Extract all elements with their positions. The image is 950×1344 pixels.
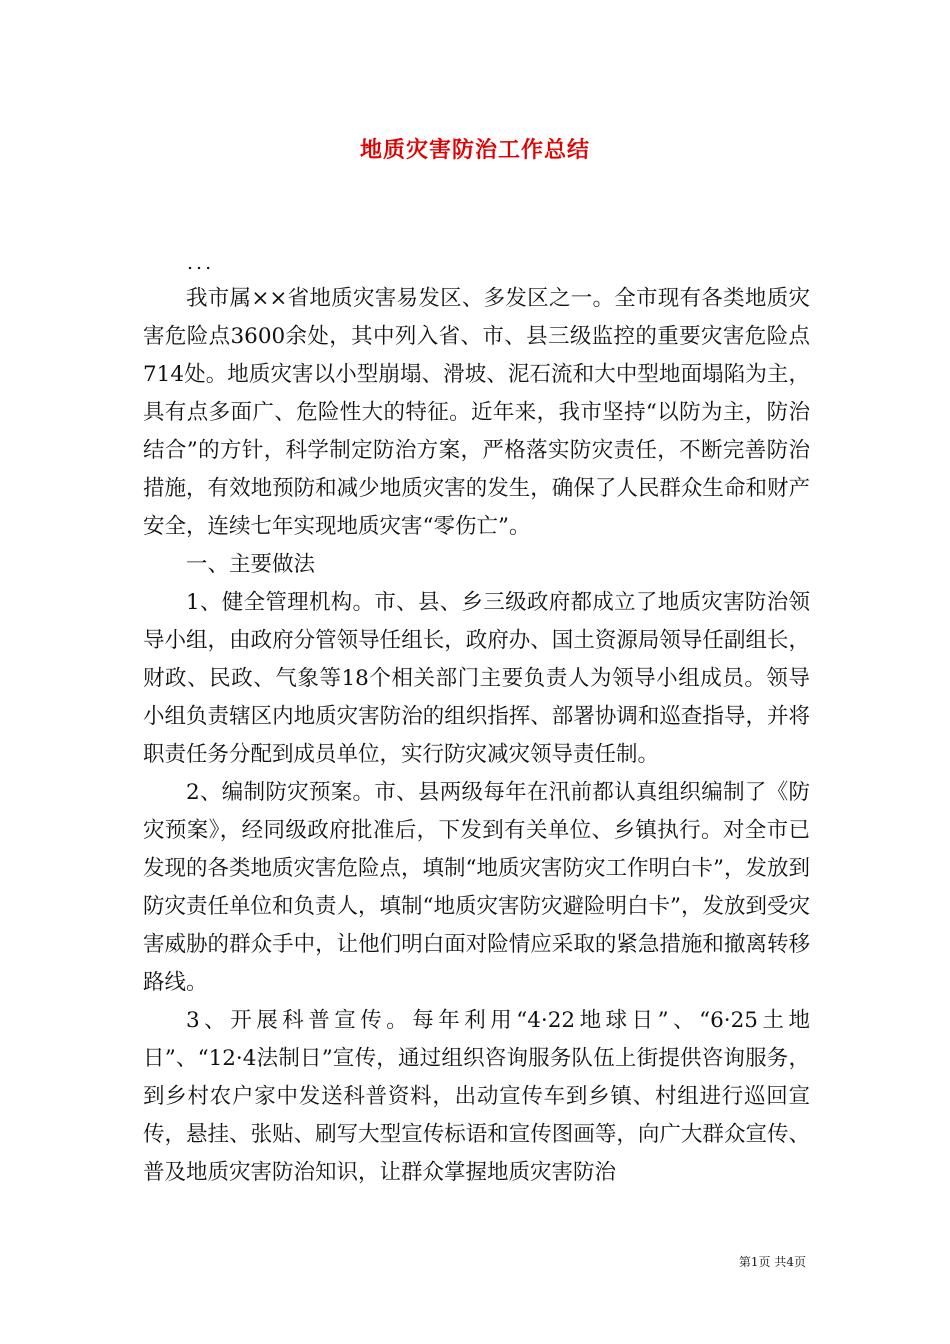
- document-body: [143, 280, 810, 1192]
- section-heading: 一、主要做法: [186, 552, 316, 577]
- ellipsis-marker: ...: [187, 252, 215, 274]
- page-number: 第1页 共4页: [738, 1255, 806, 1269]
- paragraph-intro: 我市属××省地质灾害易发区、多发区之一。全市现有各类地质灾害危险点3600余处，其中列入省、市、县三级监控的重要灾害危险点714处。地质灾害以小型崩塌、滑坡、泥石流和大中型地面塌陷为主，具有点多面广、危险性大的特征。近年来，我市坚持“以防为主，防治结合”的方针，科学制定防治方案，严格落实防灾责任，不断完善防治措施，有效地预防和减少地质灾害的发生，确保了人民群众生命和财产安全，连续七年实现地质灾害“零伤亡”。: [143, 286, 810, 539]
- paragraph-item-1: 1、健全管理机构。市、县、乡三级政府都成立了地质灾害防治领导小组，由政府分管领导任组长，政府办、国土资源局领导任副组长，财政、民政、气象等18个相关部门主要负责人为领导小组成员。领导小组负责辖区内地质灾害防治的组织指挥、部署协调和巡查指导，并将职责任务分配到成员单位，实行防灾减灾领导责任制。: [143, 590, 810, 767]
- paragraph-item-3: 3、开展科普宣传。每年利用“4·22地球日”、“6·25土地日”、“12·4法制日”宣传，通过组织咨询服务队伍上街提供咨询服务，到乡村农户家中发送科普资料，出动宣传车到乡镇、村组进行巡回宣传，悬挂、张贴、刷写大型宣传标语和宣传图画等，向广大群众宣传、普及地质灾害防治知识，让群众掌握地质灾害防治: [143, 1008, 810, 1185]
- document-title: 地质灾害防治工作总结: [359, 137, 590, 163]
- paragraph-item-2: 2、编制防灾预案。市、县两级每年在汛前都认真组织编制了《防灾预案》，经同级政府批准后，下发到有关单位、乡镇执行。对全市已发现的各类地质灾害危险点，填制“地质灾害防灾工作明白卡”，发放到防灾责任单位和负责人，填制“地质灾害防灾避险明白卡”，发放到受灾害威胁的群众手中，让他们明白面对险情应采取的紧急措施和撤离转移路线。: [143, 780, 810, 995]
